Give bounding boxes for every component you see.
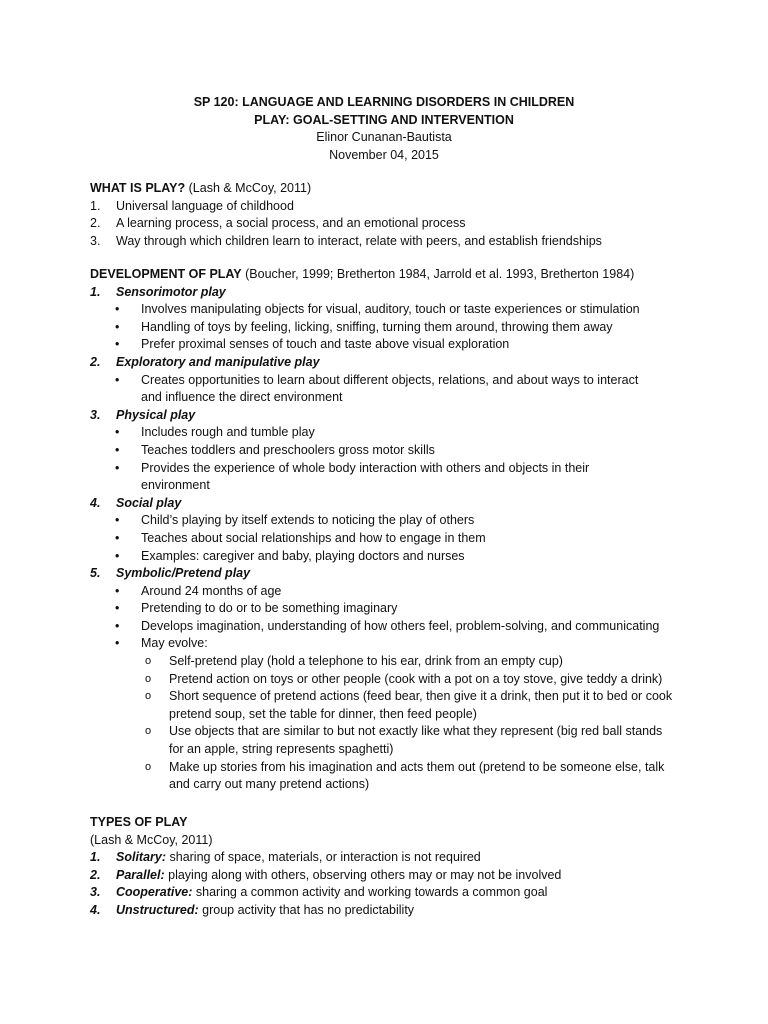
course-title: SP 120: LANGUAGE AND LEARNING DISORDERS IN CHILDREN	[193, 95, 575, 109]
types-citation: (Lash & McCoy, 2011)	[90, 832, 213, 847]
bullet-text: Involves manipulating objects for visual, auditory, touch or taste experiences or stimulation	[141, 302, 640, 317]
what-is-play-heading: WHAT IS PLAY?	[90, 181, 186, 195]
what-is-play-citation: (Lash & McCoy, 2011)	[185, 181, 312, 195]
bullet-item	[115, 319, 730, 337]
list-item	[90, 198, 730, 216]
sub-bullet-text: Make up stories from his imagination and acts them out (pretend to be someone else, talk and carry out many pretend actions)	[169, 759, 665, 792]
bullet-text: Around 24 months of age	[141, 583, 282, 598]
sub-bullet-text: Self-pretend play (hold a telephone to his ear, drink from an empty cup)	[169, 654, 563, 669]
bullet-icon: •	[115, 319, 120, 334]
list-item	[90, 884, 730, 902]
bullet-item	[115, 372, 730, 407]
bullet-icon: •	[115, 548, 120, 563]
stage-title	[90, 284, 730, 302]
stage-number: 2.	[90, 354, 101, 369]
what-is-play-heading-line	[90, 180, 730, 198]
circle-bullet-icon: o	[145, 690, 152, 703]
bullet-item	[115, 618, 730, 636]
type-description: sharing of space, materials, or interaction is not required	[166, 850, 481, 865]
development-of-play-section	[90, 266, 730, 794]
stage-number: 3.	[90, 407, 101, 422]
sub-bullet-text: Pretend action on toys or other people (cook with a pot on a toy stove, give teddy a drink)	[169, 671, 663, 686]
stage-title-text: Exploratory and manipulative play	[116, 354, 320, 369]
bullet-icon: •	[115, 302, 120, 317]
circle-bullet-icon: o	[145, 655, 152, 668]
type-description: playing along with others, observing others may or may not be involved	[164, 867, 562, 882]
bullet-icon: •	[115, 618, 120, 633]
sub-bullet-item	[145, 759, 730, 794]
item-text: A learning process, a social process, and an emotional process	[116, 216, 466, 231]
item-number: 1.	[90, 850, 101, 865]
bullet-item	[115, 336, 730, 354]
bullet-item	[115, 424, 730, 442]
type-term: Parallel:	[116, 867, 165, 882]
item-text: Way through which children learn to interact, relate with peers, and establish friendships	[116, 233, 602, 248]
bullet-item	[115, 512, 730, 530]
stage-number: 5.	[90, 566, 101, 581]
sub-bullet-item	[145, 671, 730, 689]
document-header	[0, 94, 768, 164]
sub-bullet-item	[145, 723, 730, 758]
bullet-icon: •	[115, 442, 120, 457]
type-term: Cooperative:	[116, 885, 193, 900]
bullet-icon: •	[115, 583, 120, 598]
stage-title	[90, 354, 730, 372]
bullet-text: Pretending to do or to be something imaginary	[141, 601, 398, 616]
type-term: Unstructured:	[116, 902, 199, 917]
stage-title-text: Sensorimotor play	[116, 284, 226, 299]
stage-title	[90, 565, 730, 583]
bullet-item	[115, 548, 730, 566]
item-number: 1.	[90, 198, 101, 213]
list-item	[90, 233, 730, 251]
bullet-item	[115, 442, 730, 460]
list-item	[90, 902, 730, 920]
types-of-play-section	[90, 814, 730, 920]
development-heading: DEVELOPMENT OF PLAY	[90, 267, 242, 281]
bullet-item	[115, 600, 730, 618]
list-item	[90, 849, 730, 867]
bullet-text: Creates opportunities to learn about different objects, relations, and about ways to interact and influence the direct environment	[141, 372, 639, 405]
bullet-text: Examples: caregiver and baby, playing doctors and nurses	[141, 548, 465, 563]
bullet-text: May evolve:	[141, 636, 208, 651]
development-citation: (Boucher, 1999; Bretherton 1984, Jarrold et al. 1993, Bretherton 1984)	[241, 267, 635, 281]
bullet-icon: •	[115, 530, 120, 545]
bullet-text: Teaches about social relationships and how to engage in them	[141, 530, 486, 545]
bullet-text: Handling of toys by feeling, licking, sniffing, turning them around, throwing them away	[141, 319, 613, 334]
bullet-icon: •	[115, 425, 120, 440]
topic-title: PLAY: GOAL-SETTING AND INTERVENTION	[254, 112, 514, 127]
bullet-text: Develops imagination, understanding of how others feel, problem-solving, and communicating	[141, 618, 660, 633]
stage-title	[90, 407, 730, 425]
document-date: November 04, 2015	[329, 147, 439, 162]
item-number: 2.	[90, 216, 101, 231]
type-description: group activity that has no predictability	[198, 902, 415, 917]
bullet-item	[115, 460, 730, 495]
item-number: 3.	[90, 885, 101, 900]
bullet-item	[115, 530, 730, 548]
bullet-text: Provides the experience of whole body interaction with others and objects in their environment	[141, 460, 590, 493]
stage-title	[90, 495, 730, 513]
bullet-icon: •	[115, 337, 120, 352]
stage-title-text: Symbolic/Pretend play	[116, 566, 251, 581]
bullet-text: Prefer proximal senses of touch and taste above visual exploration	[141, 337, 510, 352]
type-description: sharing a common activity and working towards a common goal	[192, 885, 548, 900]
list-item	[90, 215, 730, 233]
sub-bullet-text: Short sequence of pretend actions (feed bear, then give it a drink, then put it to bed or cook pretend soup, set the table for dinner, then feed people)	[169, 689, 673, 721]
author-name: Elinor Cunanan-Bautista	[316, 130, 452, 145]
bullet-icon: •	[115, 513, 120, 528]
type-term: Solitary:	[116, 850, 167, 865]
development-heading-line	[90, 266, 730, 284]
bullet-text: Child’s playing by itself extends to noticing the play of others	[141, 513, 475, 528]
bullet-icon: •	[115, 636, 120, 651]
sub-bullet-item	[145, 688, 730, 723]
list-item	[90, 867, 730, 885]
item-number: 2.	[90, 867, 101, 882]
bullet-icon: •	[115, 372, 120, 387]
what-is-play-section	[90, 180, 730, 250]
circle-bullet-icon: o	[145, 760, 152, 773]
types-heading: TYPES OF PLAY	[90, 815, 188, 829]
bullet-item	[115, 583, 730, 601]
sub-bullet-text: Use objects that are similar to but not exactly like what they represent (big red ball stands for an apple, string represents spaghetti)	[169, 724, 663, 757]
stage-title-text: Physical play	[116, 407, 196, 422]
bullet-text: Includes rough and tumble play	[141, 425, 315, 440]
bullet-item	[115, 635, 730, 653]
bullet-text: Teaches toddlers and preschoolers gross motor skills	[141, 442, 435, 457]
circle-bullet-icon: o	[145, 725, 152, 738]
sub-bullet-item	[145, 653, 730, 671]
item-number: 4.	[90, 902, 101, 917]
bullet-icon: •	[115, 460, 120, 475]
bullet-icon: •	[115, 601, 120, 616]
item-text: Universal language of childhood	[116, 198, 294, 213]
item-number: 3.	[90, 233, 101, 248]
stage-number: 1.	[90, 284, 101, 299]
stage-title-text: Social play	[116, 495, 182, 510]
bullet-item	[115, 301, 730, 319]
circle-bullet-icon: o	[145, 672, 152, 685]
stage-number: 4.	[90, 495, 101, 510]
